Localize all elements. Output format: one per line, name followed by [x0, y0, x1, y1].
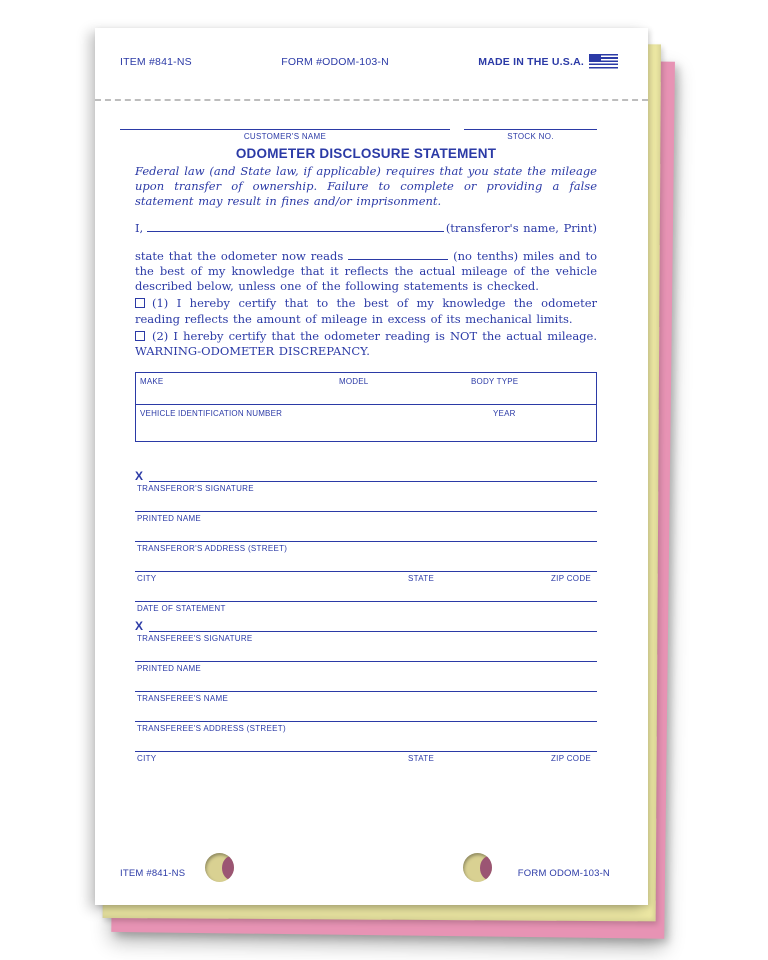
- customer-name-label: CUSTOMER'S NAME: [243, 132, 327, 141]
- transferor-signature-field[interactable]: [135, 464, 597, 484]
- make-label: MAKE: [140, 377, 164, 387]
- signature-rows: [135, 464, 597, 764]
- city-label: CITY: [137, 574, 157, 584]
- form-footer: [95, 868, 648, 879]
- checkbox-2[interactable]: [135, 331, 145, 341]
- odometer-paragraph: [135, 249, 597, 295]
- transferee-signature-field[interactable]: [135, 614, 597, 634]
- statement-2-text: (2) I hereby certify that the odometer reading is NOT the actual mileage. WARNING-ODOMETER DISCREPANCY.: [135, 328, 597, 359]
- declarant-suffix: (transferor's name, Print): [445, 220, 597, 235]
- transferee-city-state-zip-field[interactable]: [135, 734, 597, 752]
- transferee-city-state-zip-labels: [135, 754, 597, 764]
- footer-item-number: ITEM #841-NS: [120, 868, 186, 879]
- body-type-label: BODY TYPE: [471, 377, 519, 387]
- form-body: [95, 113, 648, 764]
- checkbox-1[interactable]: [135, 298, 145, 308]
- transferor-address-field[interactable]: [135, 524, 597, 542]
- transferee-printed-name-label: PRINTED NAME: [137, 664, 202, 674]
- transferor-printed-name-field[interactable]: [135, 494, 597, 512]
- city-label: CITY: [137, 754, 157, 764]
- transferor-name-field[interactable]: [147, 220, 444, 232]
- vehicle-info-box: [135, 372, 597, 442]
- statement-1-text: (1) I hereby certify that to the best of my knowledge the odometer reading reflects the amount of mileage in excess of its mechanical limits.: [135, 296, 597, 326]
- transferee-name-field[interactable]: [135, 674, 597, 692]
- intro-paragraph: Federal law (and State law, if applicable) requires that you state the mileage upon transfer of ownership. Failure to complete or providing a false statement may result in fines and/or imprisonment.: [135, 164, 597, 209]
- model-label: MODEL: [339, 377, 369, 387]
- odometer-reading-field[interactable]: [348, 250, 448, 260]
- transferee-signature-label: TRANSFEREE'S SIGNATURE: [137, 634, 253, 644]
- state-label: STATE: [408, 754, 435, 764]
- made-in-usa: [478, 54, 618, 70]
- x-mark: X: [135, 469, 144, 484]
- made-in-usa-label: MADE IN THE U.S.A.: [478, 56, 584, 68]
- transferor-address-label: TRANSFEROR'S ADDRESS (STREET): [137, 544, 288, 554]
- form-header: [95, 54, 648, 70]
- odometer-text-after: (no tenths) miles and to the best of my knowledge that it reflects the actual mileage of the vehicle described below, unless one of the following statements is checked.: [135, 248, 598, 294]
- transferee-name-label: TRANSFEREE'S NAME: [137, 694, 229, 704]
- x-mark: X: [135, 619, 144, 634]
- header-form-number: FORM #ODOM-103-N: [281, 56, 389, 68]
- vehicle-box-row-1[interactable]: [136, 373, 596, 405]
- statement-1: [135, 296, 597, 326]
- year-label: YEAR: [493, 409, 516, 419]
- transferor-name-row: [135, 220, 597, 236]
- transferor-city-state-zip-field[interactable]: [135, 554, 597, 572]
- odometer-text-before: state that the odometer now reads: [135, 248, 344, 263]
- stock-no-field[interactable]: [464, 113, 597, 130]
- stock-no-label: STOCK NO.: [507, 132, 554, 141]
- date-of-statement-label: DATE OF STATEMENT: [137, 604, 226, 614]
- footer-form-number: FORM ODOM-103-N: [517, 868, 610, 879]
- declarant-prefix: I,: [135, 220, 144, 235]
- transferor-printed-name-label: PRINTED NAME: [137, 514, 202, 524]
- odometer-disclosure-form: [95, 28, 648, 905]
- transferor-city-state-zip-labels: [135, 574, 597, 584]
- us-flag-icon: [589, 54, 618, 70]
- customer-name-field[interactable]: [120, 113, 450, 130]
- statement-2: [135, 329, 597, 359]
- zip-code-label: ZIP CODE: [551, 574, 592, 584]
- form-title: ODOMETER DISCLOSURE STATEMENT: [235, 146, 497, 161]
- vin-label: VEHICLE IDENTIFICATION NUMBER: [140, 409, 283, 419]
- zip-code-label: ZIP CODE: [551, 754, 592, 764]
- vehicle-box-row-2[interactable]: [136, 405, 596, 442]
- customer-stock-row: [120, 113, 597, 141]
- transferor-signature-label: TRANSFEROR'S SIGNATURE: [137, 484, 254, 494]
- transferee-address-field[interactable]: [135, 704, 597, 722]
- date-of-statement-field[interactable]: [135, 584, 597, 602]
- perforation-line: [95, 99, 648, 101]
- state-label: STATE: [408, 574, 435, 584]
- transferee-printed-name-field[interactable]: [135, 644, 597, 662]
- header-item-number: ITEM #841-NS: [120, 56, 192, 68]
- transferee-address-label: TRANSFEREE'S ADDRESS (STREET): [137, 724, 286, 734]
